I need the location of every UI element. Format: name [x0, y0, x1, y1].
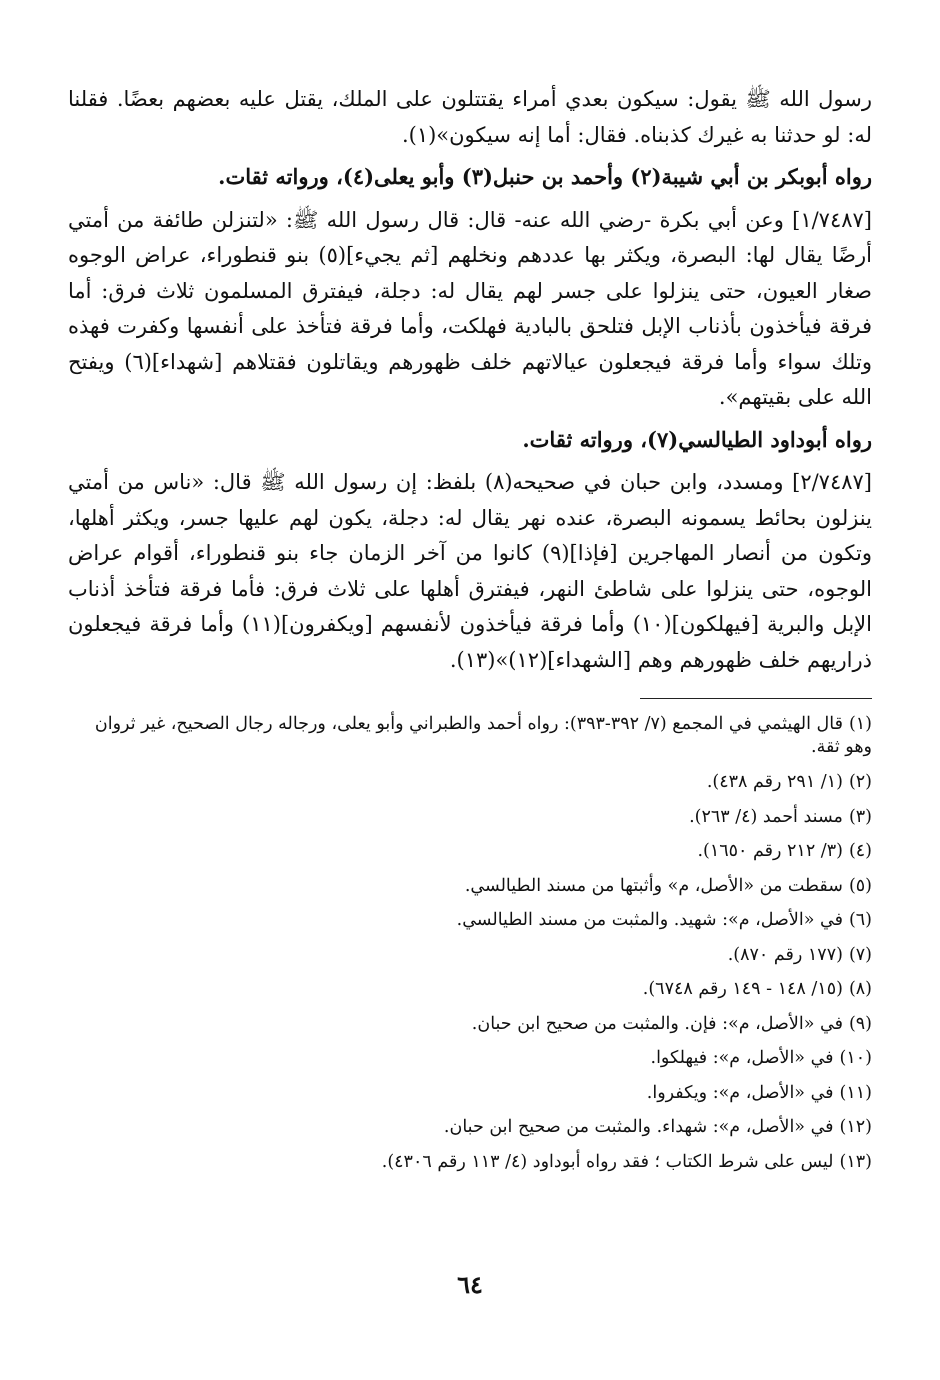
footnote-number: (١) [848, 714, 872, 734]
footnote-text: (١/ ٢٩١ رقم ٤٣٨). [706, 772, 843, 792]
footnote-text: قال الهيثمي في المجمع (٧/ ٣٩٢-٣٩٣): رواه أحمد والطبراني وأبو يعلى، ورجاله رجال الصحيح، غير ثروان وهو ثقة. [94, 714, 872, 757]
paragraph-narration-1: رواه أبوبكر بن أبي شيبة(٢) وأحمد بن حنبل(٣) وأبو يعلى(٤)، ورواته ثقات. [218, 164, 872, 189]
paragraph-hadith-intro: رسول الله ﷺ يقول: سيكون بعدي أمراء يقتتلون على الملك، يقتل عليه بعضهم بعضًا. فقلنا له: لو حدثنا به غيرك كذبناه. فقال: أما إنه سيكون»(١). [68, 87, 872, 147]
footnote-number: (١٣) [839, 1151, 872, 1172]
footnote [68, 1007, 872, 1042]
footnote-text: (١٧٧ رقم ٨٧٠). [727, 944, 843, 965]
footnote [68, 938, 872, 973]
footnote-text: مسند أحمد (٤/ ٢٦٣). [689, 806, 843, 827]
main-text [68, 82, 872, 678]
footnote [68, 869, 872, 904]
footnote [68, 1110, 872, 1145]
footnotes [68, 713, 872, 1179]
footnote-number: (٨) [848, 979, 872, 999]
footnote-text: سقطت من «الأصل، م» وأثبتها من مسند الطيالسي. [464, 875, 843, 896]
footnote [68, 713, 872, 759]
paragraph-narration-2: رواه أبوداود الطيالسي(٧)، ورواته ثقات. [522, 426, 872, 452]
footnote-number: (٧) [848, 944, 872, 965]
footnote [68, 765, 872, 800]
footnote-number: (٢) [848, 772, 872, 792]
footnote-number: (١١) [839, 1082, 872, 1103]
footnote-number: (١٢) [839, 1117, 872, 1137]
footnote [68, 903, 872, 938]
footnote [68, 1041, 872, 1076]
footnote-text: (٣/ ٢١٢ رقم ١٦٥٠). [697, 841, 843, 861]
footnote-text: (١٥/ ١٤٨ - ١٤٩ رقم ٦٧٤٨). [642, 979, 843, 999]
footnote-text: ليس على شرط الكتاب ؛ فقد رواه أبوداود (٤/ ١١٣ رقم ٤٣٠٦). [381, 1151, 834, 1172]
footnote-number: (٥) [848, 875, 872, 896]
footnote [68, 834, 872, 869]
footnote [68, 800, 872, 835]
footnote-number: (٦) [848, 910, 872, 930]
footnote-number: (١٠) [839, 1048, 872, 1068]
footnote [68, 1145, 872, 1180]
page-number: ٦٤ [457, 1270, 483, 1299]
footnote-text: في «الأصل، م»: فإن. والمثبت من صحيح ابن حبان. [471, 1013, 843, 1034]
paragraph-hadith-7487-2: [٢/٧٤٨٧] ومسدد، وابن حبان في صحيحه(٨) بلفظ: إن رسول الله ﷺ قال: «ناس من أمتي ينزلون بحائط يسمونه البصرة، عنده نهر يقال له: دجلة، يكون لهم عليها جسر، ويكثر أهلها، وتكون من أنصار المهاجرين [فإذا](٩) كانوا من آخر الزمان جاء بنو قنطوراء، أقوام عراض الوجوه، حتى ينزلوا على شاطئ النهر، فيفترق أهلها على ثلاث فرق: فأما فرقة فتأخذ أذناب الإبل والبرية [فيهلكون](١٠) وأما فرقة فيأخذون لأنفسهم [ويكفرون](١١) وأما فرقة فيجعلون ذراريهم خلف ظهورهم وهم [الشهداء](١٢)»(١٣). [68, 470, 873, 672]
footnote-number: (٣) [848, 806, 872, 827]
footnote-text: في «الأصل، م»: ويكفروا. [646, 1082, 834, 1103]
footnote-text: في «الأصل، م»: فيهلكوا. [650, 1048, 834, 1068]
footnote-text: في «الأصل، م»: شهداء. والمثبت من صحيح ابن حبان. [443, 1117, 834, 1137]
footnote-text: في «الأصل، م»: شهيد. والمثبت من مسند الطيالسي. [456, 910, 843, 930]
footnote-number: (٩) [848, 1013, 872, 1034]
footnote-number: (٤) [848, 841, 872, 861]
footnote [68, 1076, 872, 1111]
paragraph-hadith-7487-1: [١/٧٤٨٧] وعن أبي بكرة -رضي الله عنه- قال: قال رسول الله ﷺ: «لتنزلن طائفة من أمتي أرضًا يقال لها: البصرة، ويكثر بها عددهم ونخلهم [ثم يجيء](٥) بنو قنطوراء، عراض الوجوه صغار العيون، حتى ينزلوا على جسر لهم يقال له: دجلة، فيفترق المسلمون ثلاث فرق: أما فرقة فيأخذون بأذناب الإبل فتلحق بالبادية فهلكت، وأما فرقة فتأخذ على أنفسها وكفرت فهذه وتلك سواء وأما فرقة فيجعلون عيالاتهم خلف ظهورهم ويقاتلون فقتلاهم [شهداء](٦) ويفتح الله على بقيتهم». [68, 207, 873, 409]
footnote [68, 972, 872, 1007]
footnote-divider [640, 698, 872, 699]
